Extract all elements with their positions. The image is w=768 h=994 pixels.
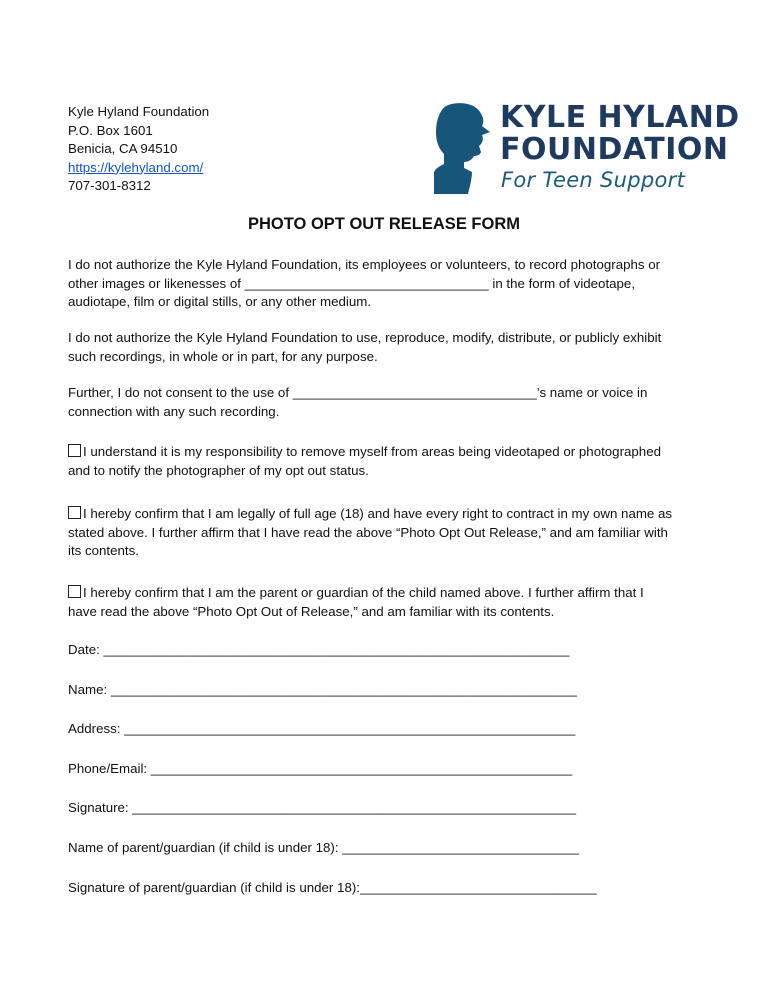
paragraph-authorize-use [68,329,700,366]
para-line: I do not authorize the Kyle Hyland Foundation to use, reproduce, modify, distribute, or publicly exhibit [68,330,662,345]
org-name: Kyle Hyland Foundation [68,104,210,119]
silhouette-icon [432,102,494,194]
form-title: PHOTO OPT OUT RELEASE FORM [248,215,520,233]
org-po-box: P.O. Box 1601 [68,122,153,138]
statement-line: I hereby confirm that I am the parent or guardian of the child named above. I further affirm that I [83,585,644,600]
para-line: other images or likenesses of _________________________________ in the form of videotape, [68,275,636,291]
paragraph-consent [68,384,700,421]
logo-tagline: For Teen Support [501,168,686,192]
para-line: I do not authorize the Kyle Hyland Foundation, its employees or volunteers, to record photographs or [68,257,661,272]
statement-line: I understand it is my responsibility to remove myself from areas being videotaped or photographed [83,444,661,459]
org-city: Benicia, CA 94510 [68,141,178,156]
para-line: Further, I do not consent to the use of _________________________________’s name or voice in [68,385,648,400]
para-line: such recordings, in whole or in part, for any purpose. [68,348,378,364]
logo-line-1: KYLE HYLAND [500,100,740,135]
statement-responsibility [68,443,700,480]
foundation-logo [432,98,740,198]
statement-full-age [68,505,700,561]
website-link[interactable]: https://kylehyland.com/ [68,159,204,175]
date-field[interactable]: Date: _______________________________________________________________ [68,642,570,657]
statement-parent-guardian [68,584,700,621]
org-address-block [68,103,209,196]
statement-line: its contents. [68,543,139,558]
checkbox-responsibility[interactable] [68,444,81,457]
logo-line-2: FOUNDATION [500,132,729,167]
signature-field[interactable]: Signature: ____________________________________________________________ [68,800,577,815]
parent-signature-field[interactable]: Signature of parent/guardian (if child is under 18):________________________________ [68,880,597,895]
statement-line: have read the above “Photo Opt Out of Release,” and am familiar with its contents. [68,603,555,619]
statement-line: stated above. I further affirm that I have read the above “Photo Opt Out Release,” and am familiar with [68,524,668,540]
paragraph-authorize-record [68,256,700,312]
parent-name-field[interactable]: Name of parent/guardian (if child is under 18): ________________________________ [68,840,579,855]
checkbox-parent-guardian[interactable] [68,585,81,598]
checkbox-full-age[interactable] [68,506,81,519]
para-line: connection with any such recording. [68,403,280,419]
name-field[interactable]: Name: _______________________________________________________________ [68,682,577,697]
statement-line: and to notify the photographer of my opt out status. [68,462,369,478]
org-phone: 707-301-8312 [68,178,151,193]
phone-email-field[interactable]: Phone/Email: _________________________________________________________ [68,761,573,776]
para-line: audiotape, film or digital stills, or any other medium. [68,294,372,309]
statement-line: I hereby confirm that I am legally of full age (18) and have every right to contract in my own name as [83,506,673,521]
address-field[interactable]: Address: _____________________________________________________________ [68,721,576,736]
